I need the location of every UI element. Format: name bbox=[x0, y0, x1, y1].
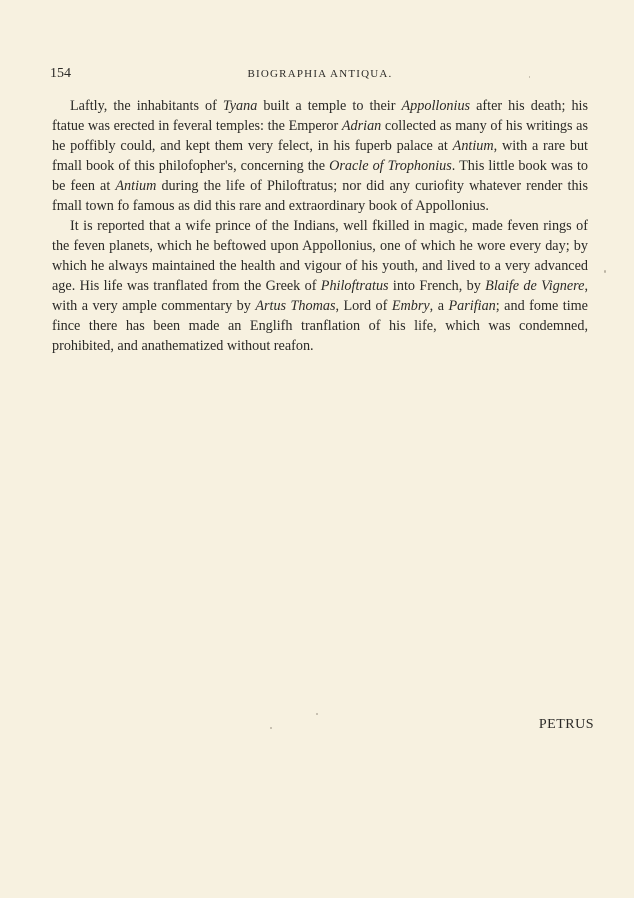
paper-speck bbox=[316, 713, 318, 715]
text-run: It is reported that a wife prince of the Indians, well fkilled in magic, made feven rings of the feven planets, which he beftowed upon Appollonius, one of which he wore every day; by which he always maintained the health and vigour of his youth, and lived to a very advanced age. His life was tranflated from the Greek of bbox=[52, 218, 588, 294]
page-header bbox=[50, 66, 590, 84]
text-run: , with a very ample commentary by bbox=[52, 278, 589, 314]
place-name-tyana: Tyana bbox=[222, 98, 258, 114]
paper-speck bbox=[270, 727, 272, 729]
name-artus-thomas: Artus Thomas bbox=[255, 298, 336, 314]
place-name-embry: Embry bbox=[391, 298, 430, 314]
place-name-antium: Antium bbox=[115, 178, 157, 194]
text-run: Laftly, the inhabitants of bbox=[70, 98, 223, 114]
paper-speck bbox=[529, 76, 530, 78]
text-run: built a temple to their bbox=[257, 98, 402, 114]
place-name-antium: Antium bbox=[452, 138, 494, 154]
name-blaise-de-vignere: Blaife de Vignere bbox=[485, 278, 585, 294]
running-title: BIOGRAPHIA ANTIQUA. bbox=[247, 68, 393, 80]
text-run: after his death; his ftatue was erected in feveral temples: the Emperor bbox=[52, 98, 589, 134]
text-run: collected as many of his writings as he poffibly could, and kept them very felect, in his fuperb palace at bbox=[52, 118, 588, 154]
name-adrian: Adrian bbox=[341, 118, 382, 134]
body-text bbox=[52, 96, 588, 356]
text-run: into French, by bbox=[388, 278, 486, 294]
text-run: . This little book was to be feen at bbox=[52, 158, 588, 194]
text-run: , Lord of bbox=[335, 298, 392, 314]
name-appollonius: Appollonius bbox=[401, 98, 471, 114]
paragraph-1 bbox=[52, 96, 588, 216]
word-parisian: Parifian bbox=[448, 298, 496, 314]
page-number: 154 bbox=[50, 66, 71, 81]
catchword: PETRUS bbox=[538, 717, 594, 732]
paragraph-2 bbox=[52, 216, 588, 356]
text-run: , a bbox=[429, 298, 449, 314]
name-philostratus: Philoftratus bbox=[320, 278, 389, 294]
text-run: , with a rare but fmall book of this philofopher's, concerning the bbox=[52, 138, 588, 174]
text-run: during the life of Philoftratus; nor did any curiofity whatever render this fmall town fo famous as did this rare and extraordinary book of Appollonius. bbox=[52, 178, 589, 214]
text-run: ; and fome time fince there has been made an Englifh tranflation of his life, which was condemned, prohibited, and anathematized without reafon. bbox=[52, 298, 588, 354]
paper-speck bbox=[604, 270, 606, 273]
title-oracle-of-trophonius: Oracle of Trophonius bbox=[329, 158, 452, 174]
